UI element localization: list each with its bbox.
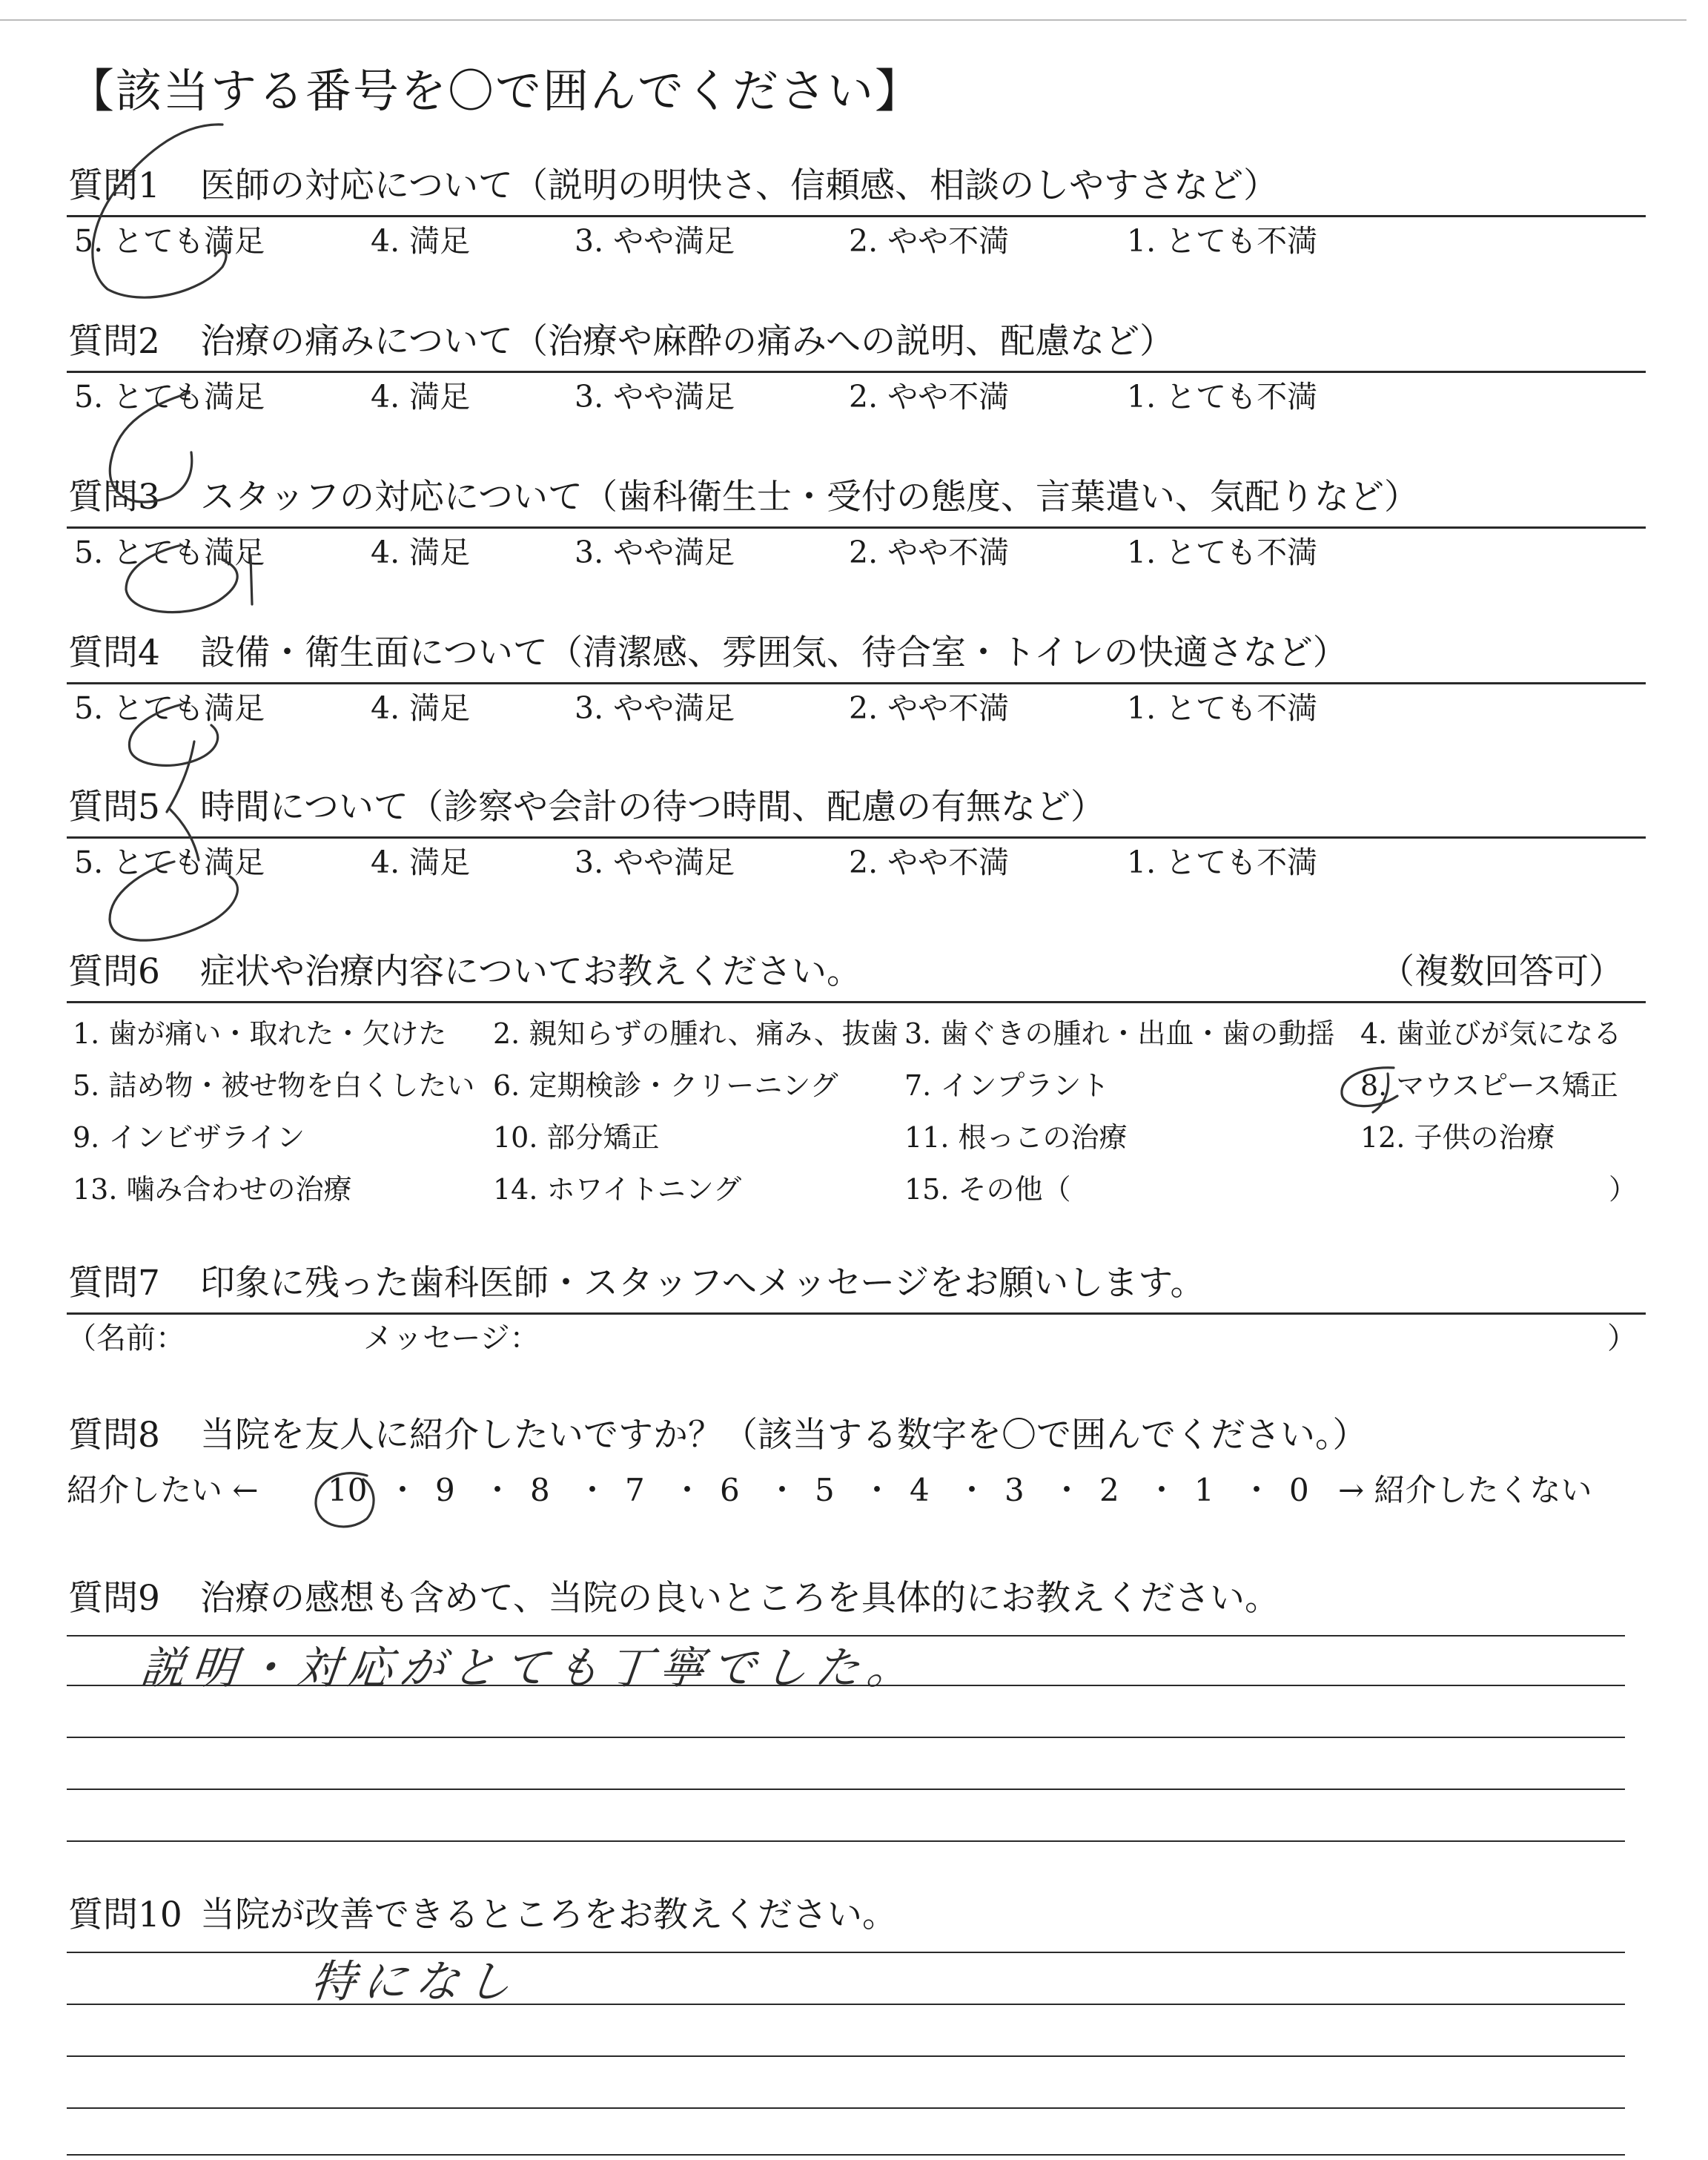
option-1-very-dissatisfied[interactable]: 1. とても不満 bbox=[1127, 690, 1318, 726]
option-5-very-satisfied[interactable]: 5. とても満足 bbox=[74, 845, 265, 880]
question-text: 治療の感想も含めて、当院の良いところを具体的にお教えください。 bbox=[200, 1578, 1280, 1619]
question-text: スタッフの対応について（歯科衛生士・受付の態度、言葉遣い、気配りなど） bbox=[200, 477, 1420, 518]
question-text: 印象に残った歯科医師・スタッフへメッセージをお願いします。 bbox=[200, 1263, 1205, 1304]
symptom-option-other[interactable]: 15. その他（ bbox=[904, 1173, 1071, 1206]
scale-separator: ・ bbox=[1241, 1472, 1273, 1508]
option-1-very-dissatisfied[interactable]: 1. とても不満 bbox=[1127, 845, 1318, 880]
answer-line bbox=[67, 1789, 1625, 1790]
question-text: 治療の痛みについて（治療や麻酔の痛みへの説明、配慮など） bbox=[200, 321, 1175, 362]
option-4-satisfied[interactable]: 4. 満足 bbox=[371, 845, 471, 880]
option-4-satisfied[interactable]: 4. 満足 bbox=[371, 535, 471, 570]
option-3-somewhat-satisfied[interactable]: 3. やや満足 bbox=[575, 690, 735, 726]
symptom-option[interactable]: 1. 歯が痛い・取れた・欠けた bbox=[73, 1017, 447, 1050]
referral-scale bbox=[67, 1464, 1646, 1516]
option-1-very-dissatisfied[interactable]: 1. とても不満 bbox=[1127, 223, 1318, 259]
message-close-paren: ） bbox=[1607, 1321, 1637, 1355]
option-2-somewhat-dissatisfied[interactable]: 2. やや不満 bbox=[849, 535, 1010, 570]
option-3-somewhat-satisfied[interactable]: 3. やや満足 bbox=[575, 845, 735, 880]
question-label: 質問7 bbox=[68, 1263, 160, 1304]
answer-line bbox=[67, 1737, 1625, 1738]
option-3-somewhat-satisfied[interactable]: 3. やや満足 bbox=[575, 223, 735, 259]
question-text: 当院を友人に紹介したいですか？（該当する数字を〇で囲んでください。） bbox=[200, 1415, 1368, 1456]
option-1-very-dissatisfied[interactable]: 1. とても不満 bbox=[1127, 379, 1318, 415]
option-1-very-dissatisfied[interactable]: 1. とても不満 bbox=[1127, 535, 1318, 570]
option-5-very-satisfied[interactable]: 5. とても満足 bbox=[74, 379, 265, 415]
page-top-edge bbox=[0, 19, 1687, 21]
scale-left-label: 紹介したい ← bbox=[67, 1472, 259, 1508]
symptom-option[interactable]: 9. インビザライン bbox=[73, 1121, 305, 1154]
symptom-option[interactable]: 14. ホワイトニング bbox=[493, 1173, 742, 1206]
handwritten-improvement-answer[interactable]: 特になし bbox=[308, 1956, 522, 2008]
scale-value[interactable]: 1 bbox=[1194, 1472, 1214, 1508]
question-label: 質問1 bbox=[68, 165, 160, 206]
question-5 bbox=[67, 785, 1646, 883]
question-10 bbox=[67, 1892, 1646, 1944]
scale-value[interactable]: 3 bbox=[1004, 1472, 1025, 1508]
multiple-answer-note: （複数回答可） bbox=[1380, 951, 1623, 992]
option-5-very-satisfied[interactable]: 5. とても満足 bbox=[74, 535, 265, 570]
scale-separator: ・ bbox=[956, 1472, 988, 1508]
scale-separator: ・ bbox=[577, 1472, 609, 1508]
scale-separator: ・ bbox=[1146, 1472, 1178, 1508]
symptom-options-grid bbox=[67, 1003, 1646, 1226]
scale-value[interactable]: 0 bbox=[1289, 1472, 1309, 1508]
question-label: 質問10 bbox=[68, 1895, 182, 1935]
question-text: 医師の対応について（説明の明快さ、信頼感、相談のしやすさなど） bbox=[200, 165, 1279, 206]
scale-value[interactable]: 6 bbox=[720, 1472, 740, 1508]
option-3-somewhat-satisfied[interactable]: 3. やや満足 bbox=[575, 535, 735, 570]
scale-value[interactable]: 7 bbox=[625, 1472, 645, 1508]
question-text: 症状や治療内容についてお教えください。 bbox=[200, 951, 862, 992]
symptom-option[interactable]: 4. 歯並びが気になる bbox=[1360, 1017, 1622, 1050]
answer-line bbox=[67, 1840, 1625, 1842]
message-field-label: メッセージ： bbox=[363, 1321, 540, 1355]
option-4-satisfied[interactable]: 4. 満足 bbox=[371, 690, 471, 726]
question-label: 質問2 bbox=[68, 321, 160, 362]
option-5-very-satisfied[interactable]: 5. とても満足 bbox=[74, 223, 265, 259]
scale-separator: ・ bbox=[482, 1472, 514, 1508]
question-text: 時間について（診察や会計の待つ時間、配慮の有無など） bbox=[200, 787, 1106, 828]
symptom-option[interactable]: 5. 詰め物・被せ物を白くしたい bbox=[73, 1069, 475, 1102]
symptom-option[interactable]: 6. 定期検診・クリーニング bbox=[493, 1069, 838, 1102]
option-2-somewhat-dissatisfied[interactable]: 2. やや不満 bbox=[849, 690, 1010, 726]
question-3 bbox=[67, 475, 1646, 573]
question-7 bbox=[67, 1261, 1646, 1359]
question-text: 当院が改善できるところをお教えください。 bbox=[200, 1895, 897, 1935]
form-instruction-title: 【該当する番号を〇で囲んでください】 bbox=[68, 64, 923, 118]
question-9 bbox=[67, 1576, 1646, 1628]
scale-value[interactable]: 5 bbox=[815, 1472, 835, 1508]
scale-separator: ・ bbox=[767, 1472, 798, 1508]
option-2-somewhat-dissatisfied[interactable]: 2. やや不満 bbox=[849, 223, 1010, 259]
scale-right-label: → 紹介したくない bbox=[1338, 1472, 1592, 1508]
question-6 bbox=[67, 949, 1646, 1226]
question-label: 質問3 bbox=[68, 477, 160, 518]
scale-value[interactable]: 9 bbox=[435, 1472, 455, 1508]
symptom-option-selected[interactable]: 8. マウスピース矯正 bbox=[1360, 1069, 1618, 1102]
symptom-option[interactable]: 2. 親知らずの腫れ、痛み、抜歯 bbox=[493, 1017, 898, 1050]
option-4-satisfied[interactable]: 4. 満足 bbox=[371, 379, 471, 415]
scale-separator: ・ bbox=[387, 1472, 419, 1508]
answer-line bbox=[67, 2055, 1625, 2057]
question-2 bbox=[67, 319, 1646, 417]
name-field-label: （名前： bbox=[67, 1321, 185, 1355]
option-3-somewhat-satisfied[interactable]: 3. やや満足 bbox=[575, 379, 735, 415]
handwritten-good-points-answer[interactable]: 説明・対応がとても丁寧でした。 bbox=[137, 1642, 922, 1694]
option-2-somewhat-dissatisfied[interactable]: 2. やや不満 bbox=[849, 845, 1010, 880]
answer-line bbox=[67, 2004, 1625, 2005]
scale-separator: ・ bbox=[672, 1472, 704, 1508]
scale-value-selected[interactable]: 10 bbox=[328, 1472, 368, 1508]
option-2-somewhat-dissatisfied[interactable]: 2. やや不満 bbox=[849, 379, 1010, 415]
question-label: 質問6 bbox=[68, 951, 160, 992]
symptom-option[interactable]: 7. インプラント bbox=[904, 1069, 1110, 1102]
scale-separator: ・ bbox=[861, 1472, 893, 1508]
option-5-very-satisfied[interactable]: 5. とても満足 bbox=[74, 690, 265, 726]
answer-line bbox=[67, 2154, 1625, 2156]
question-text: 設備・衛生面について（清潔感、雰囲気、待合室・トイレの快適さなど） bbox=[200, 633, 1348, 673]
question-label: 質問5 bbox=[68, 787, 160, 828]
other-close-paren: ） bbox=[1609, 1173, 1638, 1206]
scale-value[interactable]: 2 bbox=[1099, 1472, 1119, 1508]
question-4 bbox=[67, 630, 1646, 729]
option-4-satisfied[interactable]: 4. 満足 bbox=[371, 223, 471, 259]
symptom-option[interactable]: 11. 根っこの治療 bbox=[904, 1121, 1128, 1154]
symptom-option[interactable]: 10. 部分矯正 bbox=[493, 1121, 660, 1154]
answer-line bbox=[67, 1952, 1625, 1953]
question-label: 質問9 bbox=[68, 1578, 160, 1619]
question-label: 質問8 bbox=[68, 1415, 160, 1456]
symptom-option[interactable]: 13. 噛み合わせの治療 bbox=[73, 1173, 352, 1206]
symptom-option[interactable]: 12. 子供の治療 bbox=[1360, 1121, 1555, 1154]
scale-separator: ・ bbox=[1051, 1472, 1083, 1508]
symptom-option[interactable]: 3. 歯ぐきの腫れ・出血・歯の動揺 bbox=[904, 1017, 1335, 1050]
question-8 bbox=[67, 1413, 1646, 1516]
question-1 bbox=[67, 163, 1646, 262]
scale-value[interactable]: 8 bbox=[530, 1472, 550, 1508]
question-label: 質問4 bbox=[68, 633, 160, 673]
answer-line bbox=[67, 2107, 1625, 2109]
scale-value[interactable]: 4 bbox=[910, 1472, 930, 1508]
